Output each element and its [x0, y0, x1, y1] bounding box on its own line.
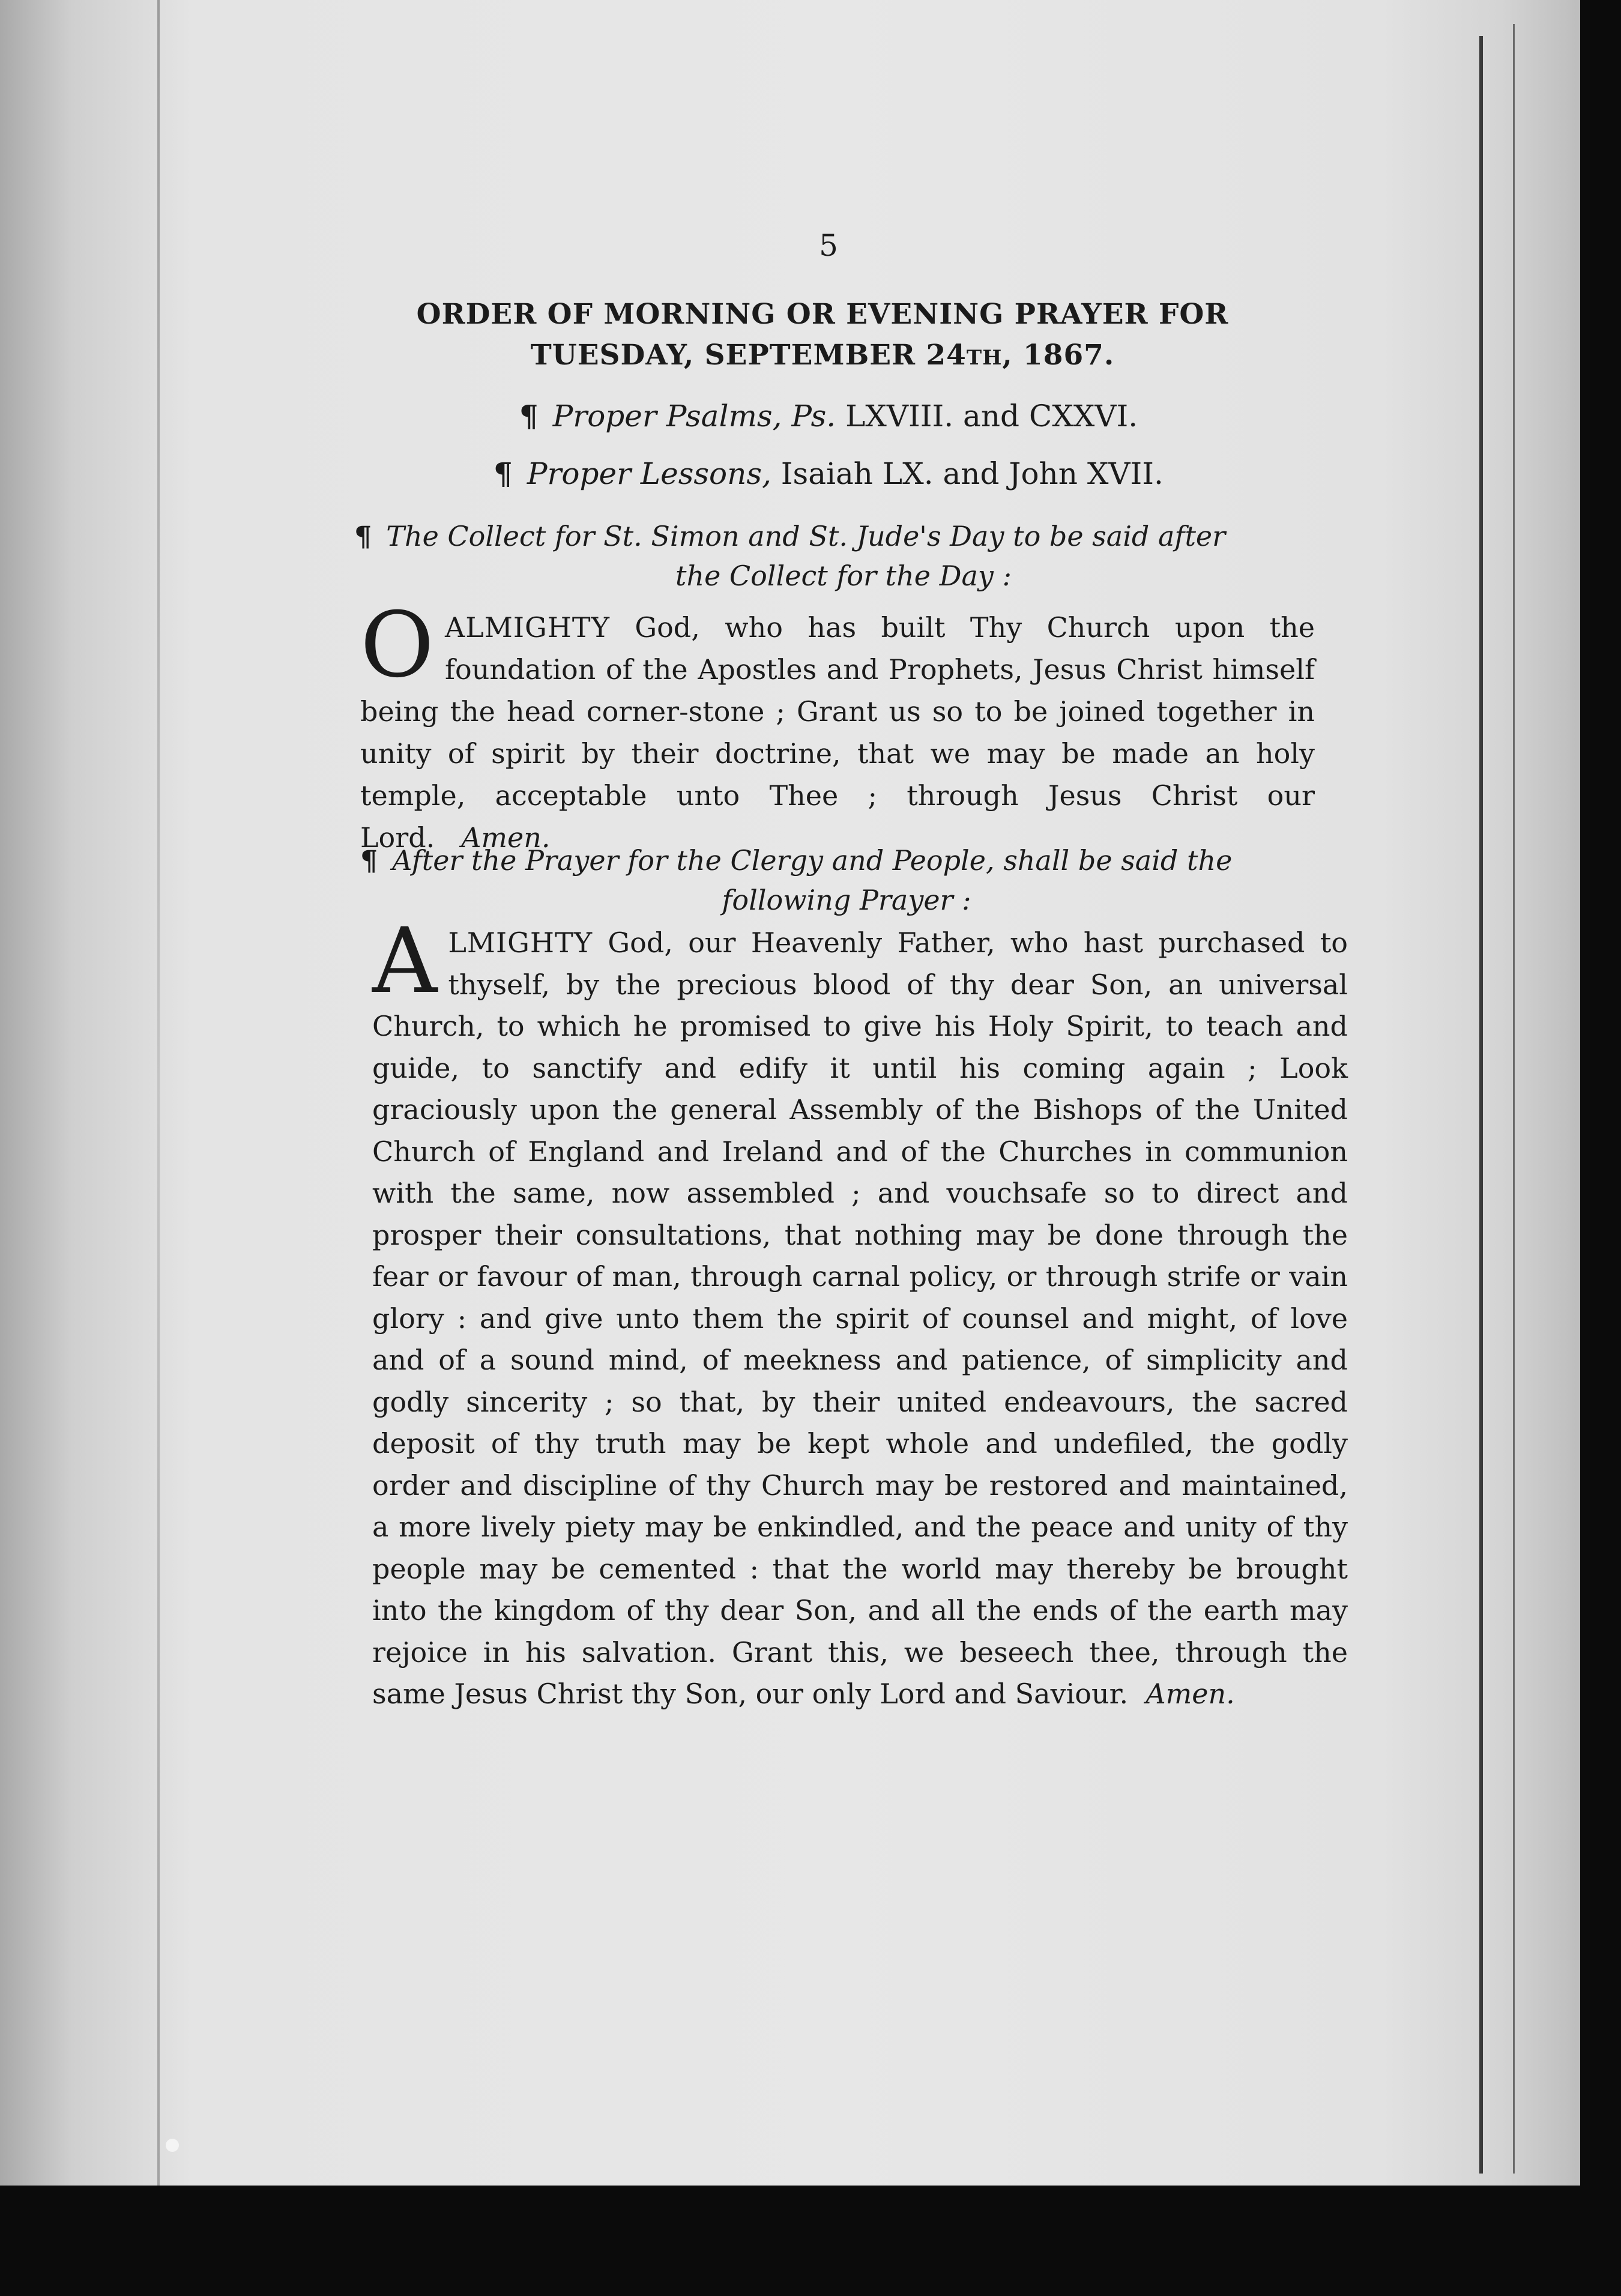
prayer-text: [372, 909, 1348, 1715]
prayer-rubric-line-2: following Prayer :: [722, 884, 971, 916]
prayer-opening: LMIGHTY: [448, 926, 593, 959]
prayer-rubric: [360, 841, 1333, 920]
psalms-text: LXVIII. and CXXVI.: [845, 399, 1138, 434]
psalms-abbr: Ps.: [791, 399, 836, 434]
title-line-2: TUESDAY, SEPTEMBER 24TH, 1867.: [530, 339, 1115, 372]
pilcrow-icon: ¶: [519, 398, 539, 434]
pilcrow-icon: ¶: [354, 520, 372, 552]
pilcrow-icon: ¶: [494, 456, 513, 491]
collect-text: [360, 593, 1315, 859]
fold-line: [157, 0, 160, 2186]
pilcrow-icon: ¶: [360, 844, 378, 877]
collect-opening: ALMIGHTY: [444, 611, 610, 644]
lessons-label: Proper Lessons,: [527, 456, 771, 491]
prayer-amen: Amen.: [1146, 1678, 1235, 1710]
collect-rubric: [354, 516, 1333, 596]
proper-lessons: [360, 454, 1297, 494]
lessons-text: Isaiah LX. and John XVII.: [780, 456, 1164, 491]
page-edge-inner: [1513, 24, 1515, 2174]
page-number: 5: [819, 228, 838, 263]
collect-body: God, who has built Thy Church upon the foundation of the Apostles and Prophets, Jesus Christ himself being the head corner-stone ; Grant us so to be joined together in unity of spirit by their doctrine, that we may be made an holy temple, acceptable unto Thee ; through Jesus Christ our Lord.: [360, 611, 1315, 854]
prayer-rubric-line-1: After the Prayer for the Clergy and People, shall be said the: [392, 844, 1233, 877]
collect-rubric-line-2: the Collect for the Day :: [675, 560, 1012, 592]
scan-speck: [166, 2139, 179, 2152]
title-line-1: ORDER OF MORNING OR EVENING PRAYER FOR: [416, 298, 1229, 331]
page-title: [336, 294, 1309, 378]
drop-cap: O: [360, 593, 434, 698]
drop-cap: A: [372, 909, 438, 1014]
collect-amen: Amen.: [461, 821, 551, 854]
psalms-label: Proper Psalms,: [552, 399, 782, 434]
prayer-body: God, our Heavenly Father, who hast purchased to thyself, by the precious blood of thy dear Son, an universal Church, to which he promised to give his Holy Spirit, to teach and guide, to sanctify and edify it until his coming again ; Look graciously upon the general Assembly of the Bishops of the United Church of England and Ireland and of the Churches in communion with the same, now assembled ; and vouchsafe so to direct and prosper their consultations, that nothing may be done through the fear or favour of man, through carnal policy, or through strife or vain glory : and give unto them the spirit of counsel and might, of love and of a sound mind, of meekness and patience, of simplicity and godly sincerity ; so that, by their united endeavours, the sacred deposit of thy truth may be kept whole and undefiled, the godly order and discipline of thy Church may be restored and maintained, a more lively piety may be enkindled, and the peace and unity of thy people may be cemented : that the world may thereby be brought into the kingdom of thy dear Son, and all the ends of the earth may rejoice in his salvation. Grant this, we beseech thee, through the same Jesus Christ thy Son, our only Lord and Saviour.: [372, 926, 1348, 1710]
proper-psalms: [360, 396, 1297, 436]
page-edge: [1479, 36, 1483, 2174]
collect-rubric-line-1: The Collect for St. Simon and St. Jude's Day to be said after: [386, 520, 1226, 552]
